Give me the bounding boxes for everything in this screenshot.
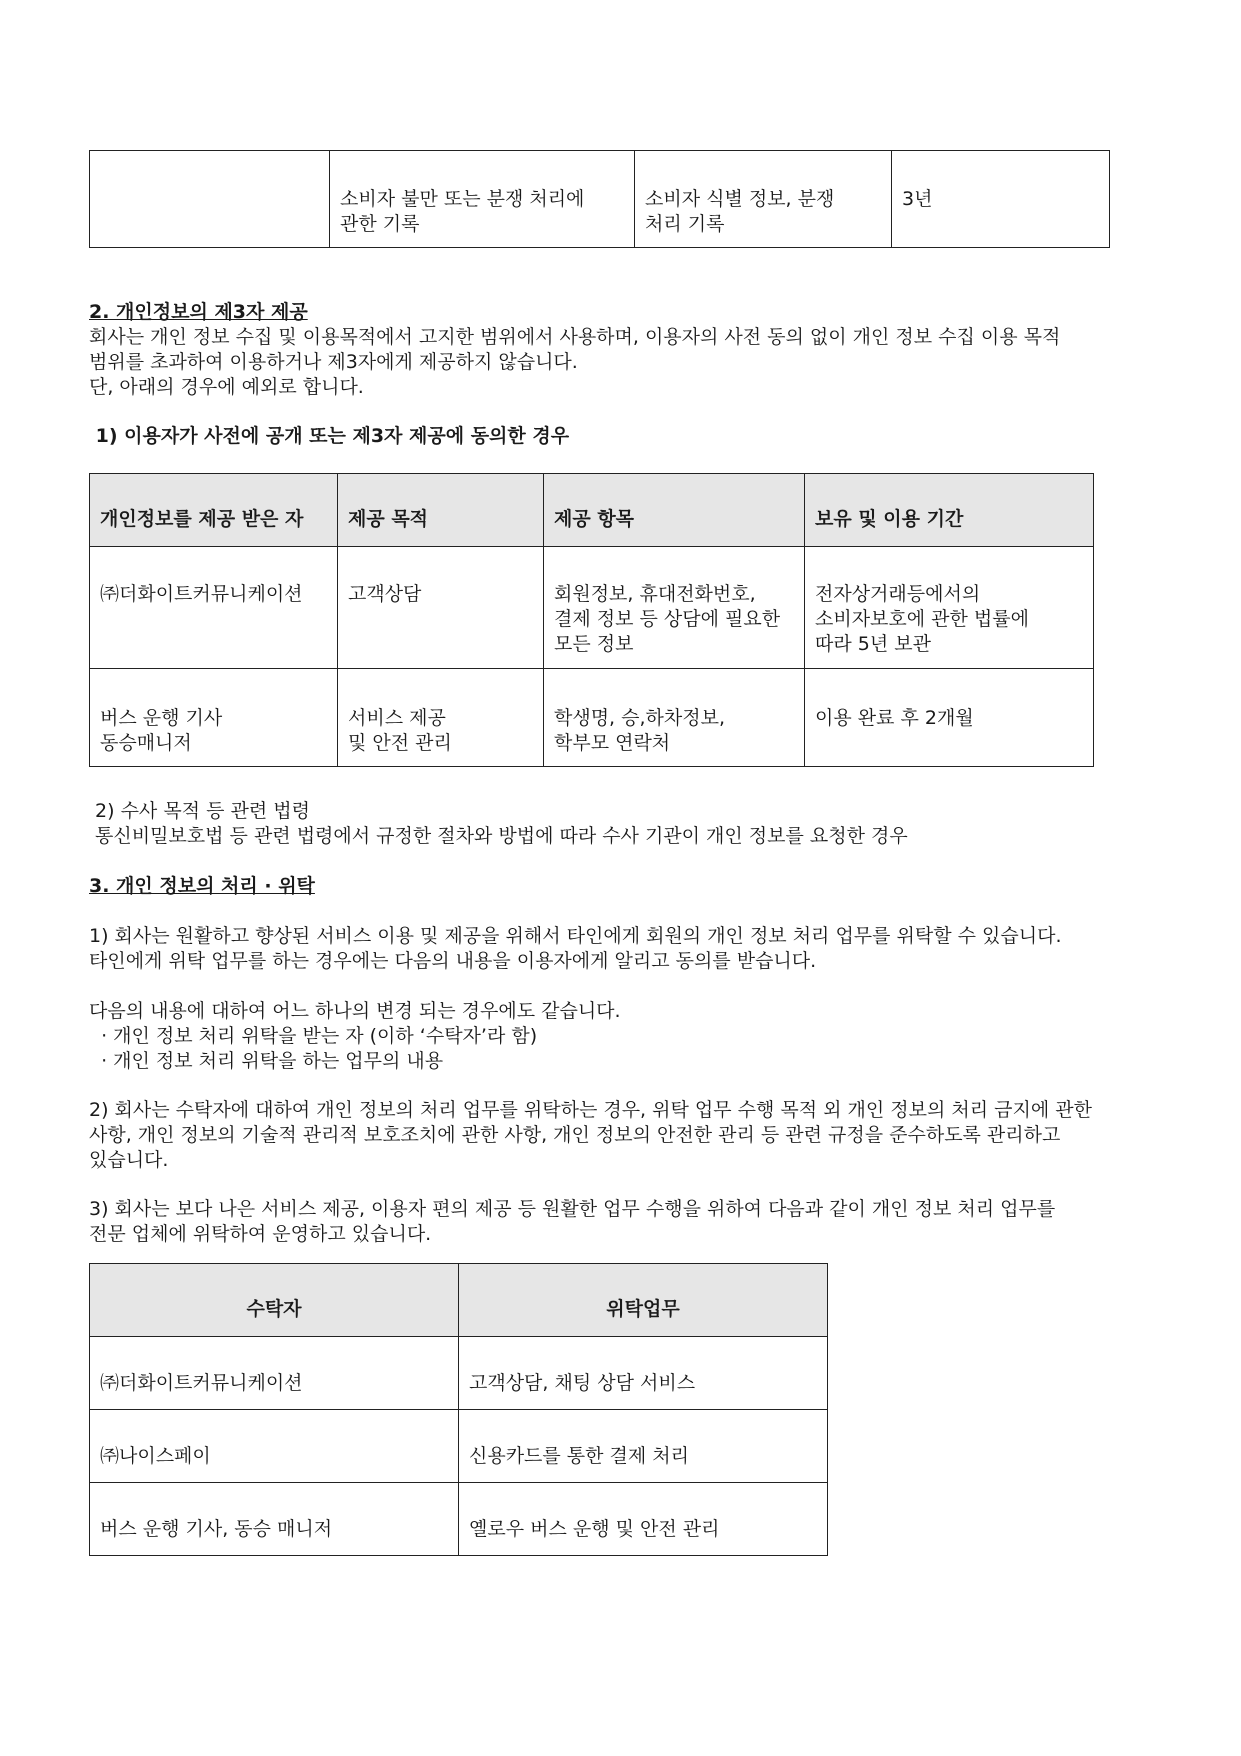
body-line: 회사는 개인 정보 수집 및 이용목적에서 고지한 범위에서 사용하며, 이용자의 사전 동의 없이 개인 정보 수집 이용 목적	[89, 326, 1061, 348]
table-header-row	[90, 474, 1094, 547]
body-line: 있습니다.	[89, 1149, 169, 1171]
table-cell: 버스 운행 기사, 동승 매니저	[90, 1483, 459, 1556]
table-cell: 버스 운행 기사 동승매니저	[90, 669, 338, 767]
retention-table-continued	[89, 150, 1110, 248]
table-cell: ㈜나이스페이	[90, 1410, 459, 1483]
table-cell	[90, 151, 330, 248]
table-cell: 고객상담, 채팅 상담 서비스	[459, 1337, 828, 1410]
body-line: 통신비밀보호법 등 관련 법령에서 규정한 절차와 방법에 따라 수사 기관이 개인 정보를 요청한 경우	[89, 825, 908, 847]
table-row	[90, 669, 1094, 767]
table-cell: 3년	[892, 151, 1110, 248]
table-row	[90, 1410, 828, 1483]
body-line: 범위를 초과하여 이용하거나 제3자에게 제공하지 않습니다.	[89, 351, 578, 373]
body-line: 다음의 내용에 대하여 어느 하나의 변경 되는 경우에도 같습니다.	[89, 1000, 621, 1022]
table-cell: 옐로우 버스 운행 및 안전 관리	[459, 1483, 828, 1556]
third-party-table	[89, 473, 1094, 767]
subheading-consent-case: 1) 이용자가 사전에 공개 또는 제3자 제공에 동의한 경우	[89, 425, 570, 447]
table-cell: 전자상거래등에서의 소비자보호에 관한 법률에 따라 5년 보관	[805, 547, 1094, 669]
outsourcing-table	[89, 1263, 828, 1556]
subsection-legal-basis	[89, 799, 1149, 849]
column-header: 제공 항목	[544, 474, 805, 547]
table-cell: 학생명, 승,하차정보, 학부모 연락처	[544, 669, 805, 767]
body-line: 2) 수사 목적 등 관련 법령	[89, 800, 310, 822]
body-line: 단, 아래의 경우에 예외로 합니다.	[89, 376, 364, 398]
body-line: · 개인 정보 처리 위탁을 받는 자 (이하 ‘수탁자’라 함)	[89, 1025, 538, 1047]
paragraph-1	[89, 924, 1149, 974]
table-cell: 신용카드를 통한 결제 처리	[459, 1410, 828, 1483]
table-cell: 소비자 불만 또는 분쟁 처리에 관한 기록	[330, 151, 635, 248]
column-header: 보유 및 이용 기간	[805, 474, 1094, 547]
table-header-row	[90, 1264, 828, 1337]
table-cell: ㈜더화이트커뮤니케이션	[90, 547, 338, 669]
paragraph-4	[89, 1197, 1149, 1247]
table-cell: 서비스 제공 및 안전 관리	[338, 669, 544, 767]
table-row	[90, 151, 1110, 248]
table-row	[90, 1483, 828, 1556]
paragraph-2	[89, 999, 1149, 1074]
table-cell: ㈜더화이트커뮤니케이션	[90, 1337, 459, 1410]
column-header: 위탁업무	[459, 1264, 828, 1337]
body-line: 1) 회사는 원활하고 향상된 서비스 이용 및 제공을 위해서 타인에게 회원의 개인 정보 처리 업무를 위탁할 수 있습니다.	[89, 925, 1062, 947]
body-line: 사항, 개인 정보의 기술적 관리적 보호조치에 관한 사항, 개인 정보의 안전한 관리 등 관련 규정을 준수하도록 관리하고	[89, 1124, 1061, 1146]
column-header: 개인정보를 제공 받은 자	[90, 474, 338, 547]
table-cell: 고객상담	[338, 547, 544, 669]
body-line: 3) 회사는 보다 나은 서비스 제공, 이용자 편의 제공 등 원활한 업무 수행을 위하여 다음과 같이 개인 정보 처리 업무를	[89, 1198, 1056, 1220]
table-row	[90, 547, 1094, 669]
body-line: · 개인 정보 처리 위탁을 하는 업무의 내용	[89, 1050, 444, 1072]
table-cell: 소비자 식별 정보, 분쟁 처리 기록	[635, 151, 892, 248]
column-header: 제공 목적	[338, 474, 544, 547]
body-line: 2) 회사는 수탁자에 대하여 개인 정보의 처리 업무를 위탁하는 경우, 위탁 업무 수행 목적 외 개인 정보의 처리 금지에 관한	[89, 1099, 1092, 1121]
column-header: 수탁자	[90, 1264, 459, 1337]
section-heading-outsourcing: 3. 개인 정보의 처리 · 위탁	[89, 875, 315, 897]
section-heading-third-party: 2. 개인정보의 제3자 제공	[89, 301, 308, 323]
body-line: 타인에게 위탁 업무를 하는 경우에는 다음의 내용을 이용자에게 알리고 동의를 받습니다.	[89, 950, 817, 972]
table-cell: 회원정보, 휴대전화번호, 결제 정보 등 상담에 필요한 모든 정보	[544, 547, 805, 669]
table-row	[90, 1337, 828, 1410]
paragraph-3	[89, 1098, 1149, 1173]
table-cell: 이용 완료 후 2개월	[805, 669, 1094, 767]
body-line: 전문 업체에 위탁하여 운영하고 있습니다.	[89, 1223, 432, 1245]
section2-body	[89, 325, 1149, 400]
